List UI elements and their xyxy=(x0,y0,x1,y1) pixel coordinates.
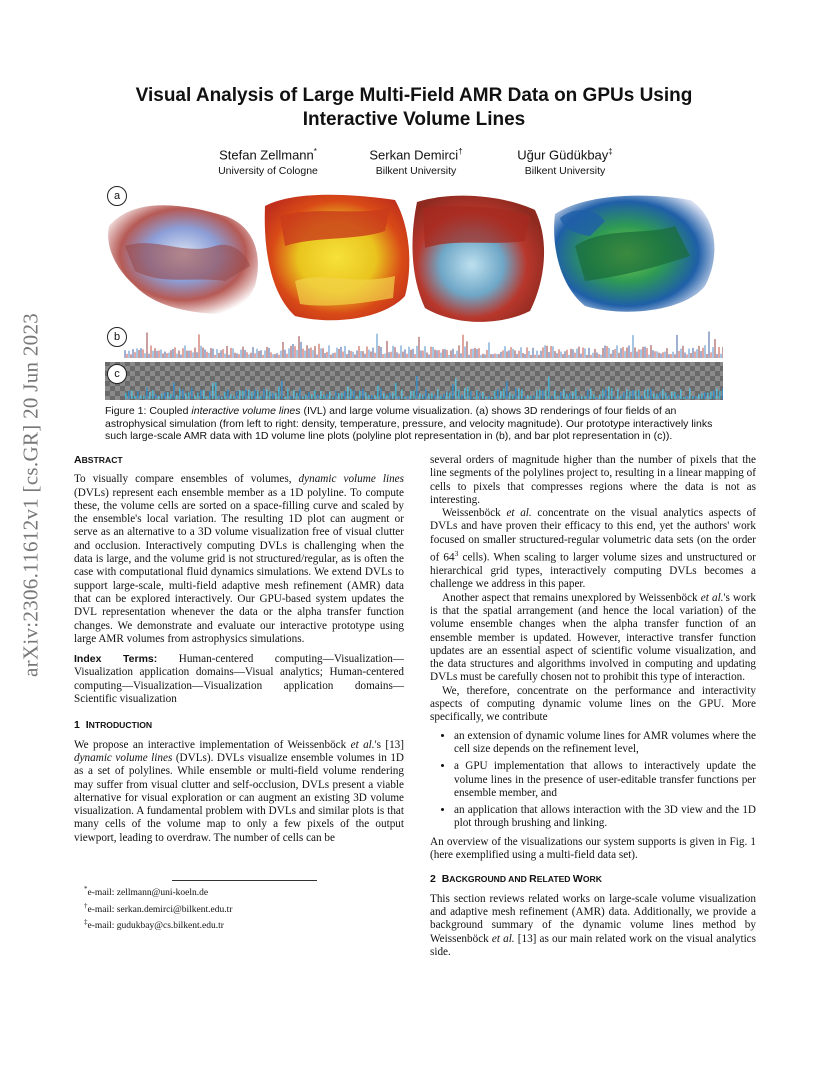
bar-segment xyxy=(410,391,412,399)
bar-segment xyxy=(335,391,337,399)
bar-segment xyxy=(305,394,307,399)
bar-segment xyxy=(581,396,583,399)
bar-segment xyxy=(575,389,577,399)
bar-segment xyxy=(695,396,697,399)
bar-segment xyxy=(230,394,232,399)
bar-segment xyxy=(515,388,517,399)
bar-segment xyxy=(401,390,403,399)
author-2-affiliation: Bilkent University xyxy=(375,165,457,178)
bar-segment xyxy=(323,395,325,399)
bar-segment xyxy=(260,396,262,399)
bar-segment xyxy=(425,389,427,399)
bar-segment xyxy=(182,390,184,399)
bar-segment xyxy=(155,394,157,399)
bar-segment xyxy=(209,391,211,399)
bar-segment xyxy=(479,393,481,399)
bar-segment xyxy=(161,393,163,399)
bar-segment xyxy=(596,397,598,399)
bar-segment xyxy=(491,397,493,399)
bar-segment xyxy=(701,393,703,399)
title-line-2: Interactive Volume Lines xyxy=(302,109,526,130)
bar-segment xyxy=(551,396,553,399)
bar-segment xyxy=(398,396,400,399)
bar-segment xyxy=(179,388,181,399)
bar-segment xyxy=(689,388,691,399)
bar-segment xyxy=(254,389,256,399)
bar-segment xyxy=(275,393,277,399)
bar-segment xyxy=(386,395,388,399)
abstract-text: To visually compare ensembles of volumes, dynamic volume lines (DVLs) represent each ensemble member as a 1D polyline. To compute these, the volume cells are sorted on a space-filling curve and scaled by the ensemble's local variation. The resulting 1D plot can augment or serve as an alternative to a 3D volume visualization free of visual clutter and occlusion. Interactively computing DVLs is challenging when the data is large, and the volume grid is not structured/regular, as is often the case with computational fluid dynamics simulations. We extend DVLs to support large-scale, multi-field adaptive mesh refinement (AMR) data that can be explored interactively. Our GPU-based system updates the DVL representation whenever the data or the alpha transfer function changes. We demonstrate and evaluate our interactive prototype using large AMR volumes from astrophysics simulations. xyxy=(74,473,404,645)
bar-segment xyxy=(176,395,178,399)
bar-segment xyxy=(224,392,226,399)
bar-segment xyxy=(497,389,499,399)
bar-segment xyxy=(710,392,712,399)
bar-segment xyxy=(653,393,655,399)
bar-segment xyxy=(440,396,442,399)
bar-segment xyxy=(236,391,238,399)
bar-segment xyxy=(332,397,334,399)
bar-segment xyxy=(350,389,352,399)
bar-segment xyxy=(476,390,478,399)
bar-segment xyxy=(311,394,313,399)
abstract-heading: ABSTRACT xyxy=(74,454,123,466)
bar-segment xyxy=(455,378,457,399)
bar-segment xyxy=(287,388,289,399)
intro-text: We propose an interactive implementation of Weissenböck et al.'s [13] dynamic volume lines (DVLs). DVLs visualize ensemble volumes in 1D as a set of polylines. While ensemble or multi-field volume rendering may suffer from visual clutter and self-occlusion, DVLs present a viable alternative for visual exploration or can augment an existing 3D volume visualization. A fundamental problem with DVLs and similar plots is that many cells of the volume map to only a few pixels of the output viewport, leading to overdraw. The number of cells can be xyxy=(74,738,404,844)
paper-title xyxy=(100,84,728,132)
bar-segment xyxy=(644,390,646,399)
bar-segment xyxy=(203,390,205,399)
bar-segment xyxy=(233,396,235,399)
footnote-rule xyxy=(172,880,317,881)
contribution-item: • an extension of dynamic volume lines for AMR volumes where the cell size depends on the refinement level, xyxy=(454,730,756,757)
bar-segment xyxy=(365,392,367,399)
footnote-2: †e-mail: serkan.demirci@bilkent.edu.tr xyxy=(84,901,233,915)
bar-segment xyxy=(134,396,136,399)
bar-segment xyxy=(356,396,358,399)
bar-segment xyxy=(308,392,310,399)
bar-segment xyxy=(623,392,625,399)
bar-segment xyxy=(257,391,259,399)
caption-rest: (IVL) and large volume visualization. (a) shows 3D renderings of four fields of an astrophysical simulation (from left to right: density, temperature, pressure, and velocity magnitude). Our prototype interactively links such large-scale AMR data with 1D volume line plots (polyline plot representation in (b), and bar plot representation in (c)). xyxy=(105,405,713,443)
bar-segment xyxy=(680,389,682,399)
bar-segment xyxy=(656,394,658,399)
footnotes xyxy=(74,883,404,933)
bar-segment xyxy=(692,396,694,399)
caption-prefix: Figure 1: Coupled xyxy=(105,405,192,417)
bar-segment xyxy=(539,389,541,399)
bar-segment xyxy=(533,395,535,399)
bar-segment xyxy=(125,393,127,399)
right-p6: This section reviews related works on large-scale volume visualization and adaptive mesh refinement (AMR) data. Additionally, we provide a background summary of the dynamic volume lines method by Weissenböck et al. [13] as our main related work on the visual analytics side. xyxy=(430,892,756,958)
bar-segment xyxy=(314,390,316,399)
author-2 xyxy=(331,144,501,179)
author-3 xyxy=(480,144,650,179)
author-1-mark: * xyxy=(313,147,317,156)
author-3-affiliation: Bilkent University xyxy=(524,165,606,178)
contribution-item: • a GPU implementation that allows to interactively update the volume lines in the presence of user-editable transfer functions per ensemble member, and xyxy=(454,760,756,800)
bar-segment xyxy=(443,394,445,399)
bar-segment xyxy=(131,390,133,399)
bar-segment xyxy=(503,388,505,399)
bar-segment xyxy=(218,395,220,399)
bar-segment xyxy=(227,389,229,399)
bar-segment xyxy=(299,388,301,399)
bar-segment xyxy=(392,392,394,399)
bar-segment xyxy=(599,395,601,399)
bar-segment xyxy=(320,391,322,399)
bar-segment xyxy=(668,395,670,399)
bar-segment xyxy=(500,391,502,399)
bar-segment xyxy=(521,389,523,399)
bar-segment xyxy=(659,392,661,399)
bar-segment xyxy=(686,396,688,399)
bar-segment xyxy=(470,391,472,399)
bar-segment xyxy=(431,393,433,399)
bar-segment xyxy=(341,393,343,399)
bar-segment xyxy=(296,393,298,399)
bar-segment xyxy=(167,392,169,399)
bar-segment xyxy=(569,393,571,399)
bar-segment xyxy=(716,388,718,399)
bar-segment xyxy=(482,392,484,399)
bar-segment xyxy=(446,391,448,399)
bar-segment xyxy=(266,390,268,399)
bar-segment xyxy=(548,377,550,399)
bar-segment xyxy=(128,391,130,399)
bar-segment xyxy=(611,388,613,399)
bar-segment xyxy=(704,392,706,399)
label-b: b xyxy=(107,327,127,347)
bar-segment xyxy=(719,391,721,399)
bar-segment xyxy=(242,391,244,399)
bar-segment xyxy=(536,390,538,399)
bar-segment xyxy=(215,382,217,399)
bar-segment xyxy=(422,395,424,399)
bar-segment xyxy=(584,396,586,399)
bar-segment xyxy=(632,390,634,399)
bar-segment xyxy=(428,394,430,399)
bar-segment xyxy=(407,396,409,399)
bar-segment xyxy=(473,397,475,399)
author-2-mark: † xyxy=(458,147,463,156)
bar-segment xyxy=(281,381,283,399)
bar-segment xyxy=(494,391,496,399)
bar-segment xyxy=(617,389,619,399)
bar-segment xyxy=(326,394,328,399)
section2-heading: 2 BACKGROUND AND RELATED WORK xyxy=(430,873,602,886)
bar-segment xyxy=(368,395,370,399)
arxiv-stamp-text: arXiv:2306.11612v1 [cs.GR] 20 Jun 2023 xyxy=(18,312,43,678)
bar-segment xyxy=(542,390,544,399)
bar-segment xyxy=(380,388,382,399)
bar-segment xyxy=(437,389,439,399)
bar-segment xyxy=(278,387,280,399)
bar-segment xyxy=(137,391,139,399)
bar-segment xyxy=(152,390,154,399)
bar-segment xyxy=(647,389,649,399)
bar-segment xyxy=(374,395,376,399)
bar-segment xyxy=(698,394,700,399)
bar-segment xyxy=(329,391,331,399)
caption-ivl: interactive volume lines xyxy=(191,405,301,417)
bar-segment xyxy=(602,390,604,399)
bar-segment xyxy=(545,390,547,399)
bar-segment xyxy=(293,390,295,399)
bar-segment xyxy=(173,383,175,399)
bar-segment xyxy=(344,391,346,399)
bar-segment xyxy=(143,396,145,399)
label-a: a xyxy=(107,186,127,206)
bar-segment xyxy=(713,391,715,399)
bar-segment xyxy=(683,397,685,399)
right-p2: Weissenböck et al. concentrate on the visual analytics aspects of DVLs and have proven their efficacy to this end, yet the authors' work focused on smaller structured-regular volumetric data sets (on the order of $64^3$ cells). When scaling to larger volume sizes and unstructured or hierarchical grid types, interactively computing DVLs becomes a challenge we address in this paper. xyxy=(430,507,756,591)
bar-segment xyxy=(530,396,532,399)
bar-segment xyxy=(290,396,292,399)
bar-segment xyxy=(722,388,723,399)
contribution-item: • an application that allows interaction with the 3D view and the 1D plot through brushing and linking. xyxy=(454,804,756,831)
bar-segment xyxy=(395,383,397,399)
contributions-list xyxy=(430,730,756,831)
bar-segment xyxy=(419,393,421,399)
bar-segment xyxy=(245,389,247,399)
bar-segment xyxy=(434,395,436,399)
bar-segment xyxy=(488,396,490,399)
author-3-name: Uğur Güdükbay xyxy=(517,147,609,163)
bar-segment xyxy=(590,389,592,399)
author-1 xyxy=(183,144,353,179)
bar-segment xyxy=(650,389,652,399)
bar-segment xyxy=(221,397,223,399)
bar-segment xyxy=(383,393,385,399)
bar-segment xyxy=(149,392,151,399)
bar-segment xyxy=(707,393,709,399)
bar-segment xyxy=(458,390,460,399)
bar-segment xyxy=(302,396,304,399)
bar-segment xyxy=(518,388,520,399)
bar-segment xyxy=(557,396,559,399)
figure-caption xyxy=(105,405,723,443)
bar-segment xyxy=(560,392,562,399)
bar-segment xyxy=(263,389,265,399)
bar-segment xyxy=(389,393,391,399)
bar-segment xyxy=(170,394,172,399)
teaser-graphic xyxy=(105,186,723,400)
bar-segment xyxy=(449,393,451,399)
bar-segment xyxy=(194,395,196,399)
bar-segment xyxy=(338,393,340,399)
right-p5: An overview of the visualizations our system supports is given in Fig. 1 (here exemplified using a multi-field data set). xyxy=(430,835,756,862)
title-line-1: Visual Analysis of Large Multi-Field AMR Data on GPUs Using xyxy=(135,85,693,106)
footnote-1: *e-mail: zellmann@uni-koeln.de xyxy=(84,885,209,899)
bar-segment xyxy=(158,396,160,399)
bar-segment xyxy=(371,395,373,399)
bar-segment xyxy=(353,391,355,399)
bar-segment xyxy=(509,392,511,399)
bar-segment xyxy=(563,389,565,399)
bar-segment xyxy=(467,387,469,399)
footnote-3: ‡e-mail: gudukbay@cs.bilkent.edu.tr xyxy=(84,918,224,932)
bar-segment xyxy=(506,381,508,399)
bar-segment xyxy=(614,397,616,399)
bar-segment xyxy=(200,390,202,399)
index-terms: Index Terms: Human-centered computing—Visualization—Visualization application domains—Visual analytics; Human-centered computing—Visualization—Visualization application domains—Scientific visualization xyxy=(74,653,404,706)
right-p4: We, therefore, concentrate on the performance and interactivity aspects of computing dynamic volume lines on the GPU. More specifically, we contribute xyxy=(430,684,756,724)
bar-segment xyxy=(413,390,415,399)
bar-segment xyxy=(347,386,349,399)
right-p3: Another aspect that remains unexplored by Weissenböck et al.'s work is that the spatial arrangement (and hence the local variation) of the volume ensemble changes when the alpha transfer function of an ensemble member is updated. However, interactive transfer function updates are an essential aspect of scientific volume visualization, and the data structures and algorithms involved in computing and updating DVLs must be carefully chosen not to prohibit this type of interaction. xyxy=(430,591,756,684)
author-1-affiliation: University of Cologne xyxy=(218,165,318,178)
bar-segment xyxy=(638,390,640,399)
bar-segment xyxy=(272,393,274,399)
bar-segment xyxy=(554,390,556,399)
bar-segment xyxy=(188,392,190,399)
bar-segment xyxy=(578,396,580,399)
bar-segment xyxy=(185,393,187,399)
bar-segment xyxy=(620,396,622,399)
bar-segment xyxy=(359,391,361,399)
bar-segment xyxy=(629,391,631,399)
author-2-name: Serkan Demirci xyxy=(369,147,459,163)
bar-segment xyxy=(212,383,214,399)
bar-segment xyxy=(464,388,466,399)
bar-segment xyxy=(317,395,319,399)
author-3-mark: ‡ xyxy=(608,147,613,156)
bar-segment xyxy=(140,395,142,399)
bar-segment xyxy=(572,392,574,399)
bar-segment xyxy=(677,395,679,399)
left-column xyxy=(74,454,404,845)
bar-segment xyxy=(404,397,406,399)
author-1-name: Stefan Zellmann xyxy=(219,147,314,163)
bar-segment xyxy=(248,390,250,399)
bar-segment xyxy=(527,395,529,399)
bar-segment xyxy=(485,396,487,399)
bar-segment xyxy=(239,390,241,399)
bar-segment xyxy=(593,394,595,399)
bar-segment xyxy=(524,396,526,399)
bar-segment xyxy=(605,388,607,399)
bar-segment xyxy=(146,388,148,399)
bar-segment xyxy=(641,396,643,399)
bar-segment xyxy=(626,389,628,399)
bar-segment xyxy=(416,376,418,399)
bar-segment xyxy=(284,397,286,399)
bar-segment xyxy=(269,391,271,399)
bar-segment xyxy=(461,395,463,399)
bar-segment xyxy=(191,388,193,399)
bar-segment xyxy=(377,386,379,399)
intro-heading: 1 INTRODUCTION xyxy=(74,719,153,732)
label-c: c xyxy=(107,364,127,384)
bar-segment xyxy=(608,386,610,399)
bar-segment xyxy=(452,384,454,399)
right-column xyxy=(430,454,756,959)
teaser-figure xyxy=(105,186,723,400)
bar-segment xyxy=(197,392,199,399)
bar-segment xyxy=(674,392,676,399)
bar-segment xyxy=(206,396,208,399)
bar-segment xyxy=(587,390,589,399)
bar-segment xyxy=(362,389,364,399)
bar-segment xyxy=(671,392,673,399)
bar-segment xyxy=(566,394,568,399)
bar-segment xyxy=(164,392,166,399)
bar-segment xyxy=(635,390,637,399)
bar-segment xyxy=(662,389,664,399)
bar-segment xyxy=(665,393,667,399)
bar-segment xyxy=(251,392,253,399)
right-p1: several orders of magnitude higher than the number of pixels that the line segments of the polylines project to, resulting in a linear mapping of cells to pixels that compresses regions where the data is not as interesting. xyxy=(430,454,756,506)
arxiv-stamp xyxy=(16,290,46,700)
bar-segment xyxy=(512,395,514,399)
